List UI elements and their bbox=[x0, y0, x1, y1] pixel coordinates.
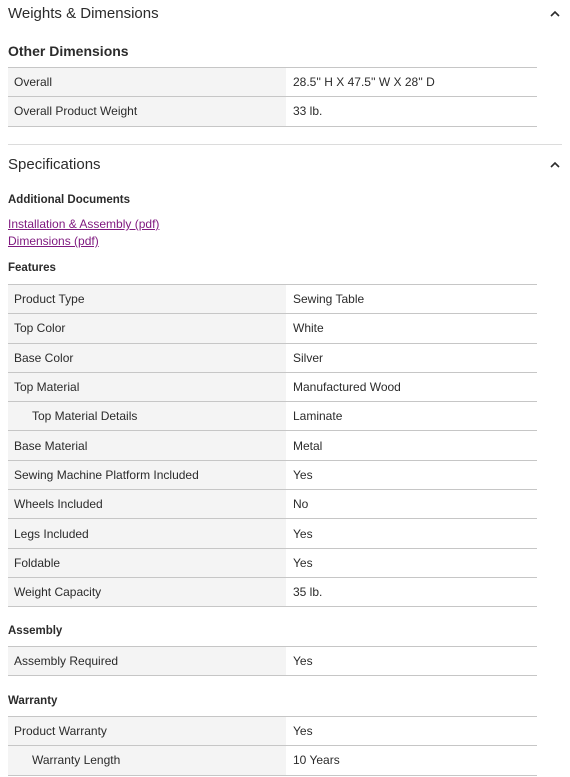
row-value: Laminate bbox=[286, 402, 537, 431]
row-label: Overall bbox=[8, 68, 286, 97]
row-value: Metal bbox=[286, 431, 537, 460]
row-value: 35 lb. bbox=[286, 577, 537, 606]
row-label: Product Type bbox=[8, 285, 286, 314]
table-row bbox=[8, 314, 537, 343]
row-value: Manufactured Wood bbox=[286, 372, 537, 401]
weights-dimensions-title: Weights & Dimensions bbox=[8, 5, 159, 22]
warranty-heading: Warranty bbox=[8, 695, 58, 707]
table-row bbox=[8, 402, 537, 431]
row-label: Top Material Details bbox=[8, 402, 286, 431]
features-heading: Features bbox=[8, 262, 56, 274]
row-value: White bbox=[286, 314, 537, 343]
other-dimensions-heading: Other Dimensions bbox=[8, 43, 129, 59]
section-divider bbox=[8, 144, 562, 145]
installation-assembly-pdf-link[interactable]: Installation & Assembly (pdf) bbox=[8, 217, 160, 231]
row-label: Legs Included bbox=[8, 519, 286, 548]
row-value: Silver bbox=[286, 343, 537, 372]
row-value: Yes bbox=[286, 647, 537, 676]
row-label: Sewing Machine Platform Included bbox=[8, 460, 286, 489]
table-row bbox=[8, 431, 537, 460]
row-label: Base Material bbox=[8, 431, 286, 460]
chevron-up-icon[interactable] bbox=[548, 7, 562, 21]
row-value: No bbox=[286, 490, 537, 519]
row-label: Assembly Required bbox=[8, 647, 286, 676]
table-row bbox=[8, 647, 537, 676]
table-row bbox=[8, 717, 537, 746]
table-row bbox=[8, 577, 537, 606]
table-row bbox=[8, 68, 537, 97]
row-value: 10 Years bbox=[286, 746, 537, 775]
table-row bbox=[8, 519, 537, 548]
row-label: Warranty Length bbox=[8, 746, 286, 775]
features-table bbox=[8, 284, 537, 607]
row-label: Foldable bbox=[8, 548, 286, 577]
row-value: Sewing Table bbox=[286, 285, 537, 314]
table-row bbox=[8, 97, 537, 126]
row-value: Yes bbox=[286, 717, 537, 746]
assembly-table bbox=[8, 646, 537, 676]
chevron-up-icon[interactable] bbox=[548, 158, 562, 172]
row-label: Top Color bbox=[8, 314, 286, 343]
row-value: 28.5'' H X 47.5'' W X 28'' D bbox=[286, 68, 537, 97]
table-row bbox=[8, 460, 537, 489]
table-row bbox=[8, 285, 537, 314]
weights-table bbox=[8, 67, 537, 127]
row-label: Overall Product Weight bbox=[8, 97, 286, 126]
dimensions-pdf-link[interactable]: Dimensions (pdf) bbox=[8, 234, 99, 248]
row-value: 33 lb. bbox=[286, 97, 537, 126]
row-value: Yes bbox=[286, 548, 537, 577]
table-row bbox=[8, 490, 537, 519]
table-row bbox=[8, 343, 537, 372]
row-label: Weight Capacity bbox=[8, 577, 286, 606]
row-label: Base Color bbox=[8, 343, 286, 372]
table-row bbox=[8, 746, 537, 775]
row-value: Yes bbox=[286, 460, 537, 489]
row-label: Top Material bbox=[8, 372, 286, 401]
warranty-table bbox=[8, 716, 537, 776]
table-row bbox=[8, 372, 537, 401]
row-label: Wheels Included bbox=[8, 490, 286, 519]
specifications-header[interactable] bbox=[8, 156, 562, 173]
row-value: Yes bbox=[286, 519, 537, 548]
additional-documents-heading: Additional Documents bbox=[8, 194, 131, 206]
assembly-heading: Assembly bbox=[8, 625, 63, 637]
weights-dimensions-header[interactable] bbox=[8, 5, 562, 22]
specifications-title: Specifications bbox=[8, 156, 101, 173]
table-row bbox=[8, 548, 537, 577]
row-label: Product Warranty bbox=[8, 717, 286, 746]
